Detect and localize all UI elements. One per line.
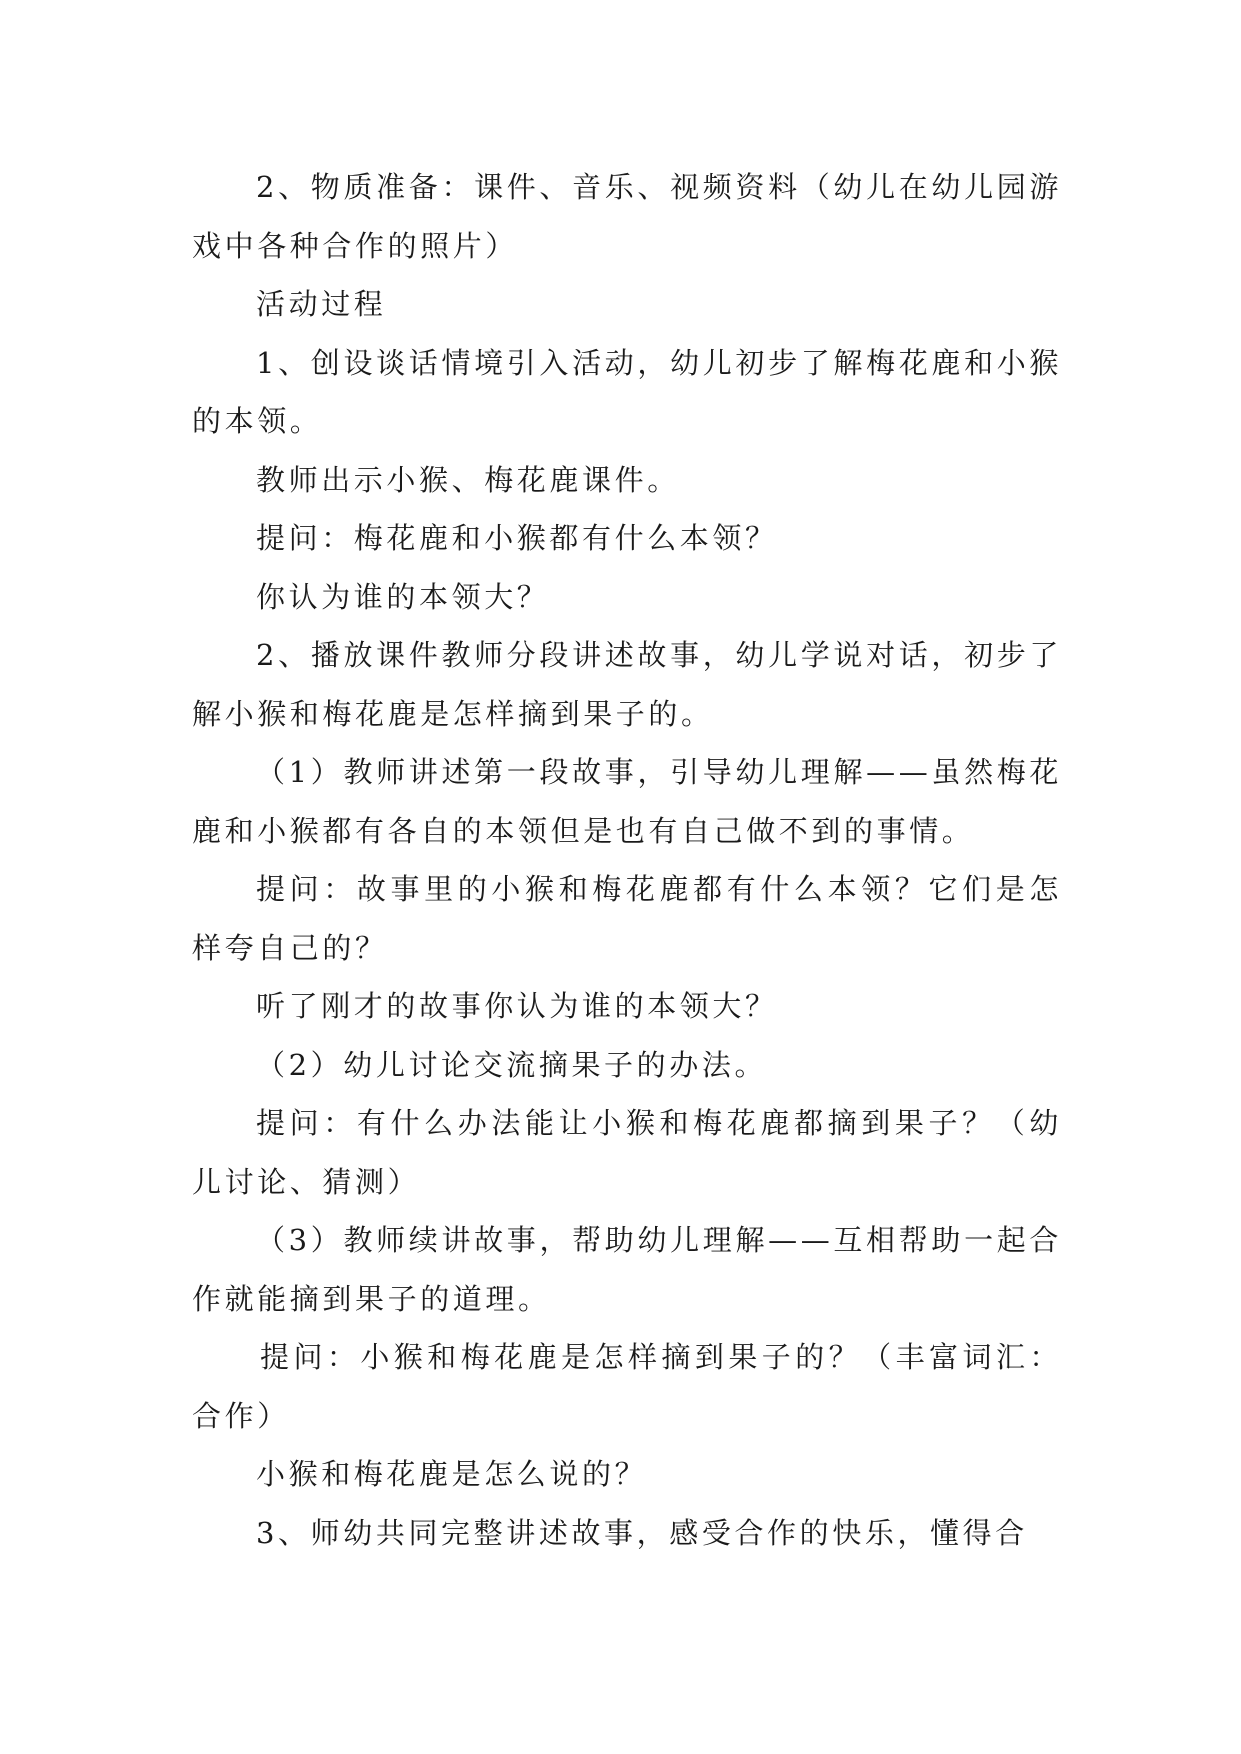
paragraph-question-after-story: 听了刚才的故事你认为谁的本领大？ [256,989,778,1023]
paragraph-question-story: 提问：故事里的小猴和梅花鹿都有什么本领？它们是怎样夸自己的？ [192,872,1062,965]
paragraph-sub-step-1: （1）教师讲述第一段故事，引导幼儿理解——虽然梅花鹿和小猴都有各自的本领但是也有自己做不到的事情。 [192,755,1062,848]
paragraph-activity-process-heading: 活动过程 [256,287,387,321]
paragraph-sub-step-3: （3）教师续讲故事，帮助幼儿理解——互相帮助一起合作就能摘到果子的道理。 [192,1223,1062,1316]
paragraph-question-how: 提问：小猴和梅花鹿是怎样摘到果子的？（丰富词汇：合作） [192,1340,1062,1433]
paragraph-teacher-shows: 教师出示小猴、梅花鹿课件。 [256,462,680,497]
paragraph-question-abilities: 提问：梅花鹿和小猴都有什么本领？ [256,521,778,555]
paragraph-question-who: 你认为谁的本领大？ [256,579,550,614]
paragraph-question-said: 小猴和梅花鹿是怎么说的？ [256,1457,648,1491]
paragraph-sub-step-2: （2）幼儿讨论交流摘果子的办法。 [256,1047,768,1082]
document-body [192,158,1062,1562]
paragraph-question-method: 提问：有什么办法能让小猴和梅花鹿都摘到果子？（幼儿讨论、猜测） [192,1106,1062,1199]
paragraph-step-2: 2、播放课件教师分段讲述故事，幼儿学说对话，初步了解小猴和梅花鹿是怎样摘到果子的。 [192,638,1062,731]
paragraph-step-3: 3、师幼共同完整讲述故事，感受合作的快乐，懂得合 [256,1515,1028,1550]
paragraph-material-prep: 2、物质准备：课件、音乐、视频资料（幼儿在幼儿园游戏中各种合作的照片） [192,170,1062,263]
paragraph-step-1: 1、创设谈话情境引入活动，幼儿初步了解梅花鹿和小猴的本领。 [192,345,1062,438]
